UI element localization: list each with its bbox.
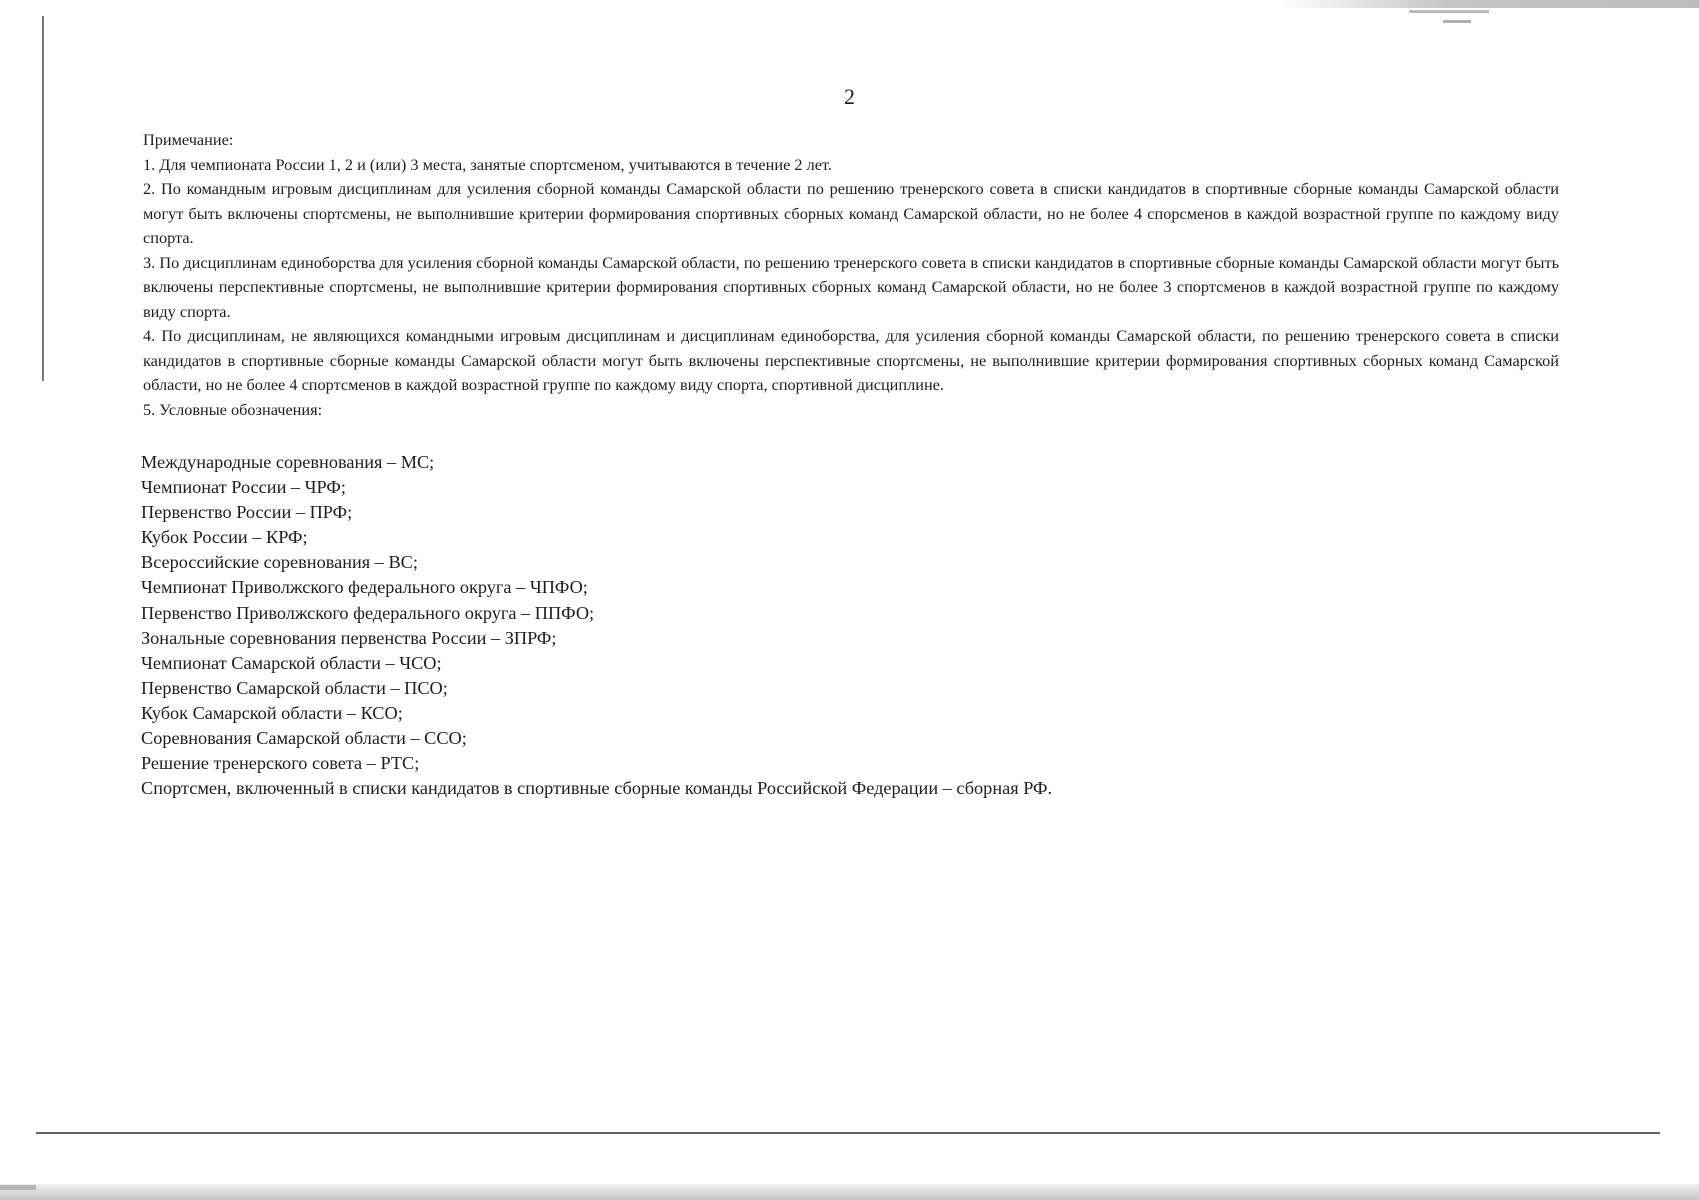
scan-artifact-top <box>1279 0 1699 8</box>
legend-item: Первенство Самарской области – ПСО; <box>141 677 448 698</box>
scan-edge-left <box>42 16 44 381</box>
note-heading: Примечание: <box>143 130 234 149</box>
note-item-1: 1. Для чемпионата России 1, 2 и (или) 3 места, занятые спортсменом, учитываются в течение 2 лет. <box>143 154 832 174</box>
abbreviation-legend <box>141 450 1441 801</box>
legend-item: Зональные соревнования первенства России – ЗПРФ; <box>141 627 557 648</box>
legend-item: Кубок России – КРФ; <box>141 527 308 548</box>
note-item-3: 3. По дисциплинам единоборства для усиления сборной команды Самарской области, по решению тренерского совета в списки кандидатов в спортивные сборные команды Самарской области могут быть включены перспективные спортсмены, не выполнившие критерии формирования спортивных сборных команд Самарской области, но не более 3 спортсменов в каждой возрастной группе по каждому виду спорта. <box>143 252 1559 321</box>
scan-edge-bottom <box>36 1132 1660 1134</box>
scan-shadow-bottom <box>0 1184 1699 1200</box>
note-item-5: 5. Условные обозначения: <box>143 399 323 419</box>
legend-item: Чемпионат Приволжского федерального округа – ЧПФО; <box>141 577 588 598</box>
legend-item: Первенство Приволжского федерального округа – ППФО; <box>141 602 595 623</box>
note-item-2: 2. По командным игровым дисциплинам для усиления сборной команды Самарской области по решению тренерского совета в списки кандидатов в спортивные сборные команды Самарской области могут быть включены спортсмены, не выполнившие критерии формирования спортивных сборных команд Самарской области, но не более 4 спорсменов в каждой возрастной группе по каждому виду спорта. <box>143 179 1559 247</box>
legend-item: Спортсмен, включенный в списки кандидатов в спортивные сборные команды Российской Федерации – сборная РФ. <box>141 778 1053 799</box>
legend-item: Соревнования Самарской области – ССО; <box>141 728 467 749</box>
legend-item: Первенство России – ПРФ; <box>141 502 353 523</box>
legend-item: Всероссийские соревнования – ВС; <box>141 552 418 573</box>
scan-artifact-top-mark <box>1409 10 1489 13</box>
legend-item: Международные соревнования – МС; <box>141 452 435 472</box>
legend-item: Чемпионат Самарской области – ЧСО; <box>141 652 442 673</box>
note-item-4: 4. По дисциплинам, не являющихся командными игровым дисциплинам и дисциплинам единоборства, для усиления сборной команды Самарской области, по решению тренерского совета в списки кандидатов в спортивные сборные команды Самарской области могут быть включены перспективные спортсмены, не выполнившие критерии формирования спортивных сборных команд Самарской области, но не более 4 спортсменов в каждой возрастной группе по каждому виду спорта, спортивной дисциплине. <box>143 326 1559 394</box>
legend-item: Кубок Самарской области – КСО; <box>141 702 403 723</box>
scan-artifact-top-mark-small <box>1443 20 1471 23</box>
legend-item: Чемпионат России – ЧРФ; <box>141 477 346 498</box>
legend-item: Решение тренерского совета – РТС; <box>141 753 420 774</box>
notes-section <box>143 128 1559 422</box>
page-number: 2 <box>844 84 855 109</box>
